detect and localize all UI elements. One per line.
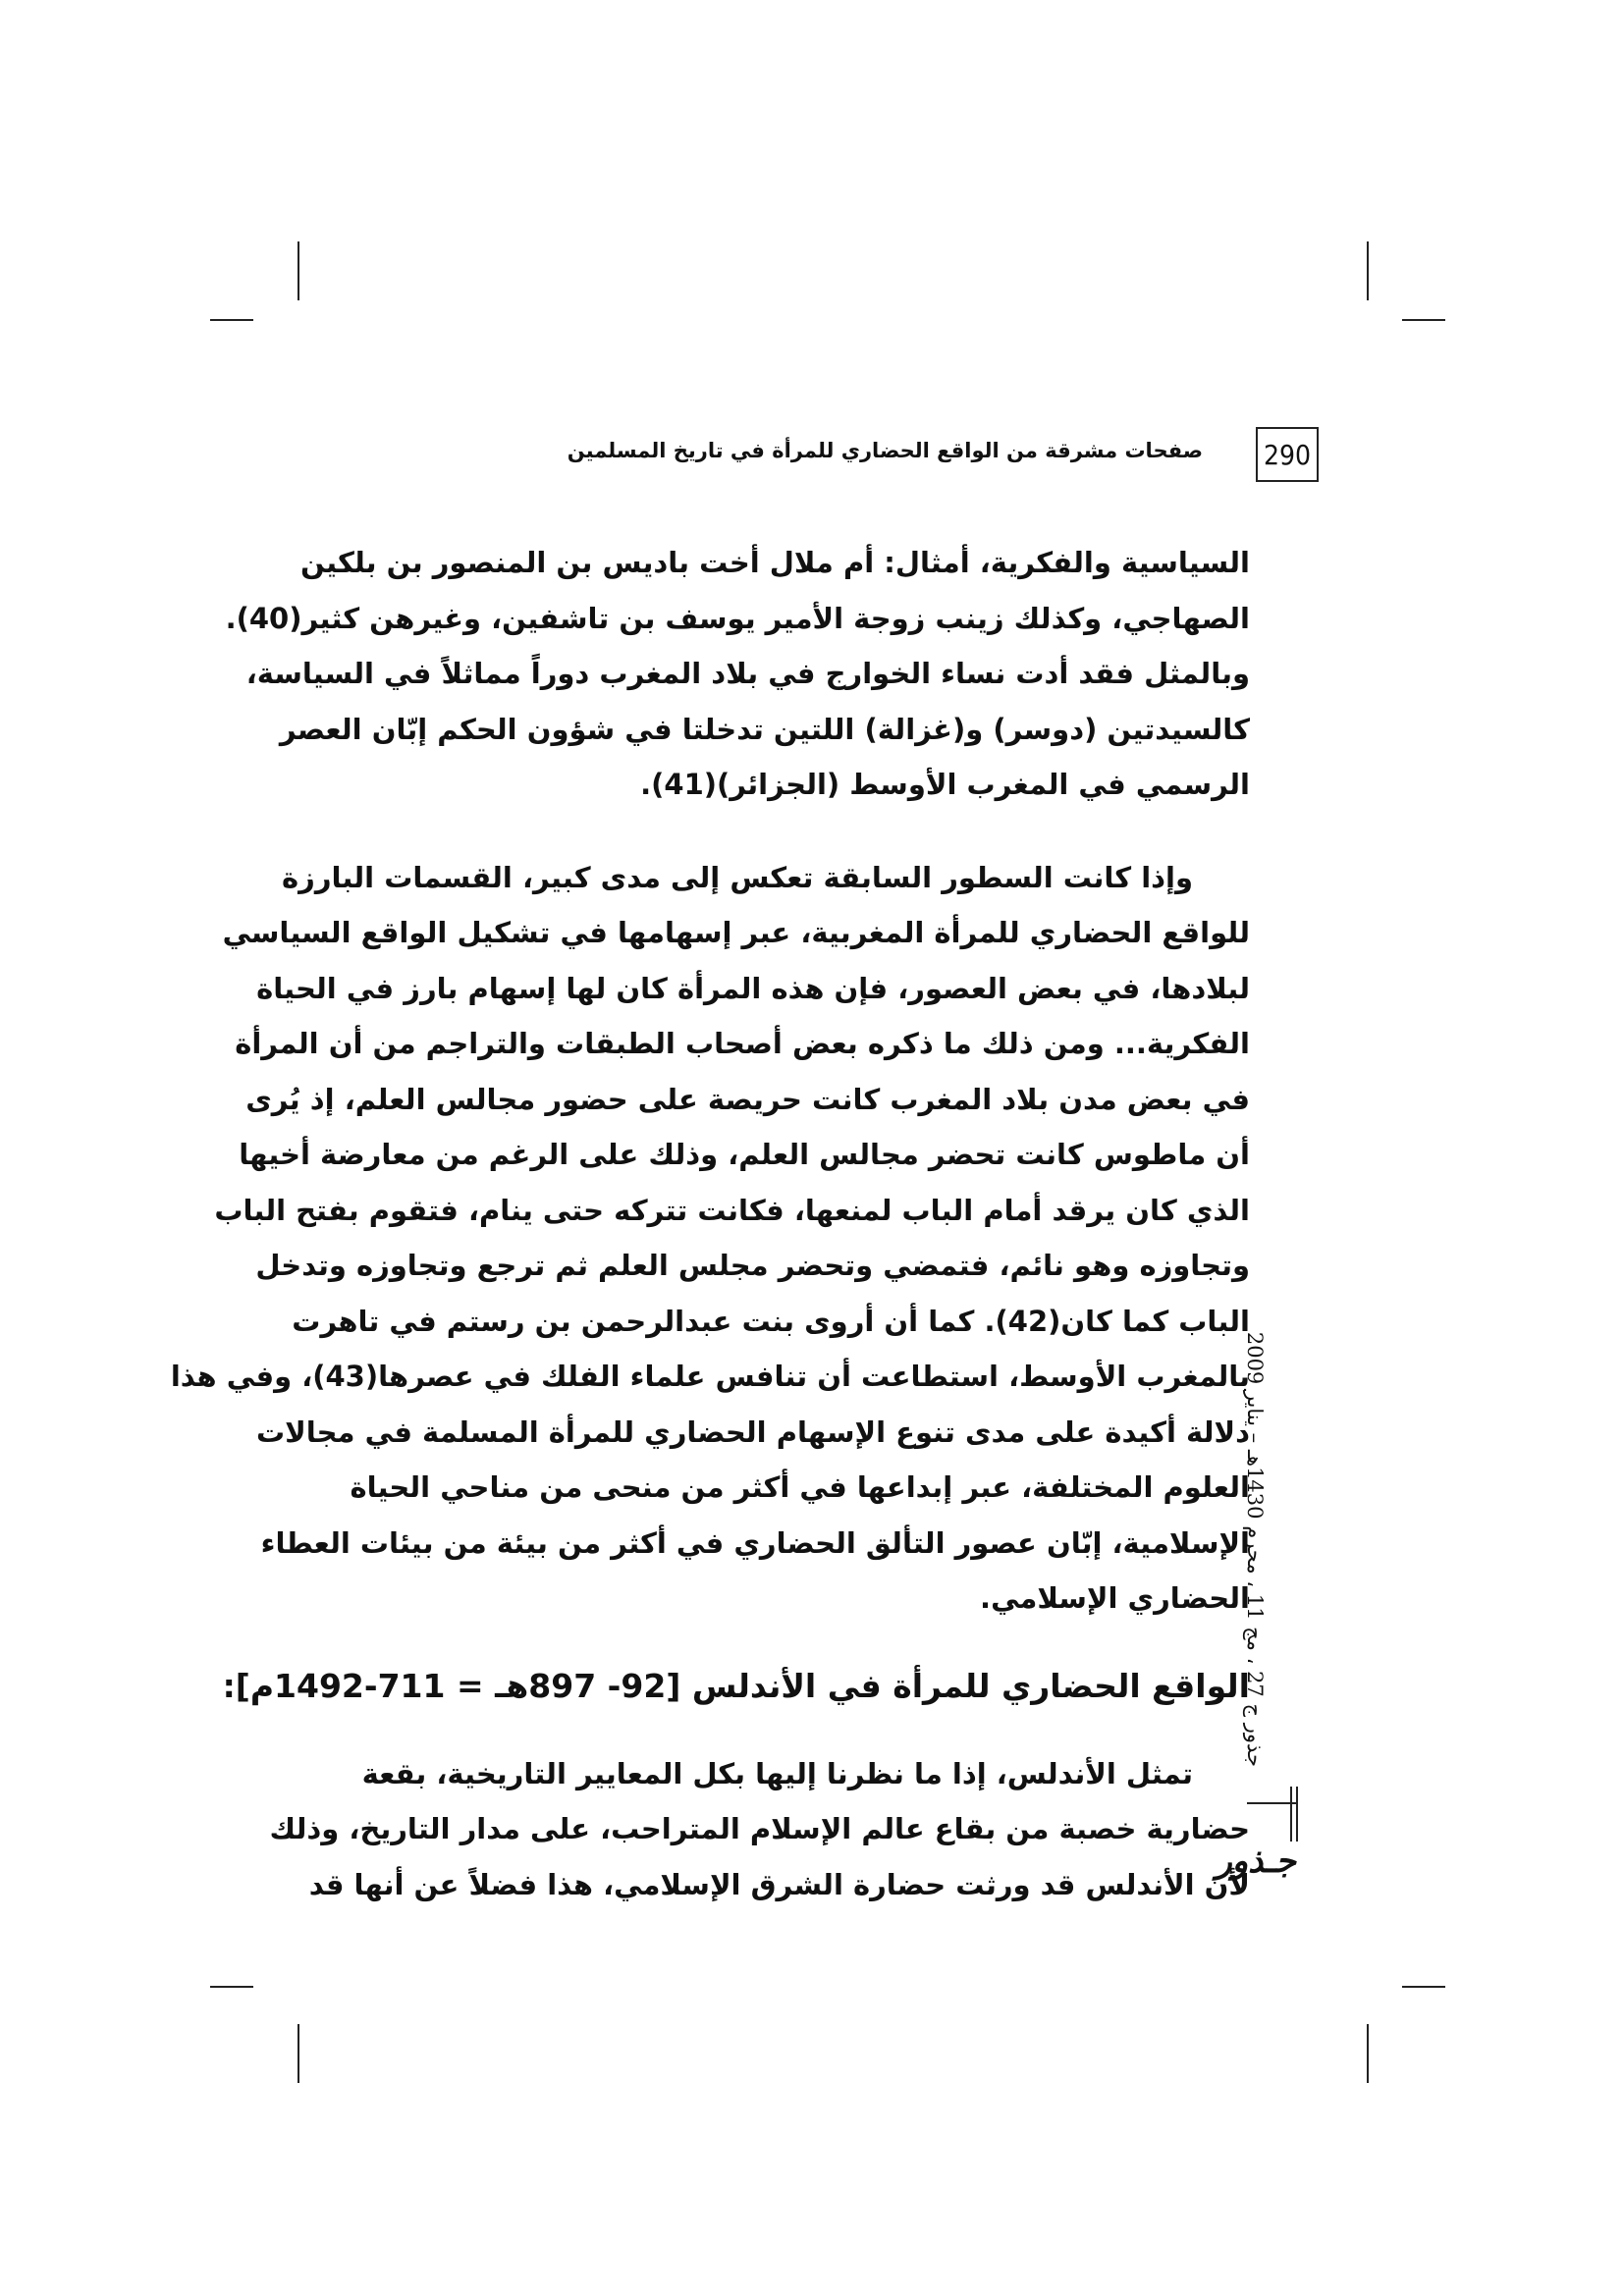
- crop-mark: [210, 319, 253, 321]
- text-line: دلالة أكيدة على مدى تنوع الإسهام الحضاري للمرأة المسلمة في مجالات: [256, 1415, 1250, 1449]
- text-line: السياسية والفكرية، أمثال: أم ملال أخت باديس بن المنصور بن بلكين: [300, 546, 1250, 579]
- text-line: للواقع الحضاري للمرأة المغربية، عبر إسهامها في تشكيل الواقع السياسي: [222, 916, 1250, 949]
- article-body: [170, 535, 1250, 1912]
- crop-mark: [298, 2024, 299, 2083]
- text-line: الإسلامية، إبّان عصور التألق الحضاري في أكثر من بيئة من بيئات العطاء: [260, 1525, 1250, 1560]
- text-line: حضارية خصبة من بقاع عالم الإسلام المتراحب، على مدار التاريخ، وذلك: [269, 1812, 1250, 1845]
- page-header: [388, 427, 1319, 486]
- text-line: لأن الأندلس قد ورثت حضارة الشرق الإسلامي، هذا فضلاً عن أنها قد: [308, 1867, 1250, 1901]
- text-line: وإذا كانت السطور السابقة تعكس إلى مدى كبير، القسمات البارزة: [282, 860, 1193, 894]
- text-line: الذي كان يرقد أمام الباب لمنعها، فكانت تتركه حتى ينام، فتقوم بفتح الباب: [214, 1193, 1250, 1227]
- text-line: تمثل الأندلس، إذا ما نظرنا إليها بكل المعايير التاريخية، بقعة: [361, 1756, 1193, 1790]
- journal-logo: جـذور: [1216, 1842, 1296, 1881]
- text-line: الحضاري الإسلامي.: [980, 1581, 1250, 1615]
- page-number: 290: [1256, 427, 1319, 482]
- text-line: الفكرية... ومن ذلك ما ذكره بعض أصحاب الطبقات والتراجم من أن المرأة: [235, 1027, 1250, 1060]
- text-line: أن ماطوس كانت تحضر مجالس العلم، وذلك على الرغم من معارضة أخيها: [239, 1138, 1250, 1171]
- crop-mark: [210, 1986, 253, 1988]
- sidebar-rule: [1296, 1787, 1298, 1842]
- text-line: الرسمي في المغرب الأوسط (الجزائر)(41).: [640, 768, 1250, 801]
- text-line: العلوم المختلفة، عبر إبداعها في أكثر من منحى من مناحي الحياة: [350, 1470, 1250, 1504]
- text-line: في بعض مدن بلاد المغرب كانت حريصة على حضور مجالس العلم، إذ يُرى: [245, 1082, 1250, 1116]
- text-line: وتجاوزه وهو نائم، فتمضي وتحضر مجلس العلم ثم ترجع وتجاوزه وتدخل: [255, 1249, 1250, 1282]
- running-title: صفحات مشرقة من الواقع الحضاري للمرأة في تاريخ المسلمين: [567, 439, 1203, 462]
- text-line: الصهاجي، وكذلك زينب زوجة الأمير يوسف بن تاشفين، وغيرهن كثير(40).: [225, 601, 1250, 635]
- crop-mark: [1367, 2024, 1369, 2083]
- crop-mark: [1402, 319, 1445, 321]
- text-line: كالسيدتين (دوسر) و(غزالة) اللتين تدخلتا في شؤون الحكم إبّان العصر: [279, 712, 1250, 746]
- crop-mark: [1402, 1986, 1445, 1988]
- text-line: وبالمثل فقد أدت نساء الخوارج في بلاد المغرب دوراً مماثلاً في السياسة،: [245, 657, 1250, 690]
- crop-mark: [298, 241, 299, 300]
- text-line: بالمغرب الأوسط، استطاعت أن تنافس علماء الفلك في عصرها(43)، وفي هذا: [170, 1360, 1250, 1393]
- crop-mark: [1367, 241, 1369, 300]
- section-heading: الواقع الحضاري للمرأة في الأندلس [92- 897هـ = 711-1492م]:: [222, 1666, 1250, 1705]
- text-line: لبلادها، في بعض العصور، فإن هذه المرأة كان لها إسهام بارز في الحياة: [256, 971, 1250, 1005]
- issue-info: جذور ج 27 ، مج 11 ، محرم 1430هـ – يناير 2009: [1243, 1331, 1267, 1767]
- text-line: الباب كما كان(42). كما أن أروى بنت عبدالرحمن بن رستم في تاهرت: [292, 1304, 1250, 1338]
- sidebar-rule: [1290, 1787, 1292, 1842]
- sidebar-rule: [1247, 1802, 1296, 1804]
